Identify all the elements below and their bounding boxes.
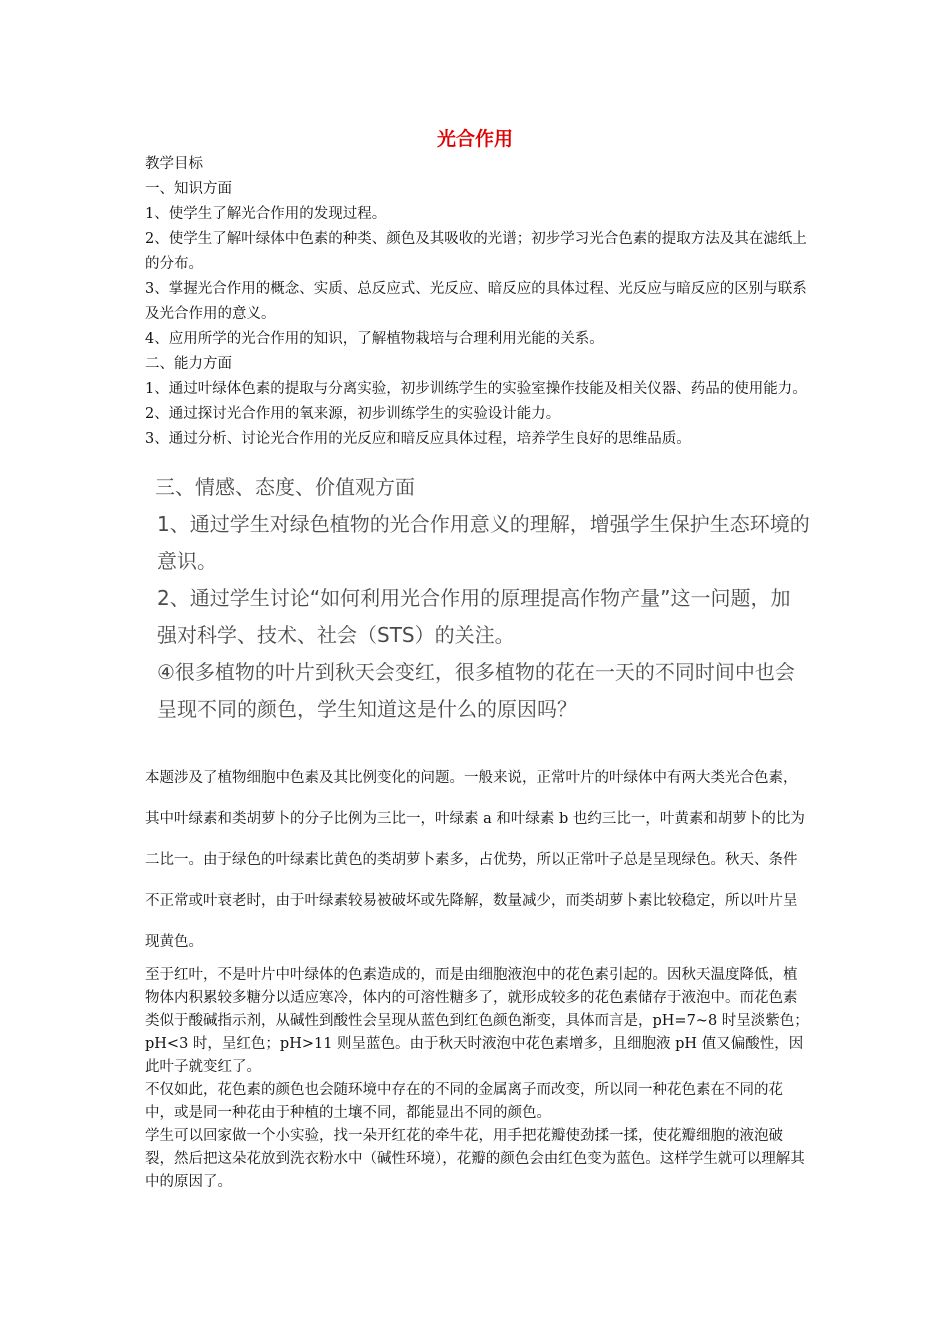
ability-item: 1、通过叶绿体色素的提取与分离实验，初步训练学生的实验室操作技能及相关仪器、药品的使用能力。 [145,381,807,397]
emotion-item: 1、通过学生对绿色植物的光合作用意义的理解，增强学生保护生态环境的意识。 [157,512,810,573]
paragraph: 至于红叶，不是叶片中叶绿体的色素造成的，而是由细胞液泡中的花色素引起的。因秋天温度降低，植物体内积累较多糖分以适应寒冷，体内的可溶性糖多了，就形成较多的花色素储存于液泡中。而花色素类似于酸碱指示剂，从碱性到酸性会呈现从蓝色到红色颜色渐变，具体而言是，pH=7~8 时呈淡紫色；pH<3 时，呈红色；pH>11 则呈蓝色。由于秋天时液泡中花色素增多，且细胞液 pH 值又偏酸性，因此叶子就变红了。 [145,967,809,1075]
emotion-item: ④很多植物的叶片到秋天会变红，很多植物的花在一天的不同时间中也会呈现不同的颜色，学生知道这是什么的原因吗？ [157,660,795,721]
paragraph: 学生可以回家做一个小实验，找一朵开红花的牵牛花，用手把花瓣使劲揉一揉，使花瓣细胞的液泡破裂，然后把这朵花放到洗衣粉水中（碱性环境），花瓣的颜色会由红色变为蓝色。这样学生就可以理解其中的原因了。 [145,1128,805,1190]
explanation-paragraph-1 [145,758,810,963]
goals-heading: 教学目标 [145,156,203,172]
knowledge-item: 3、掌握光合作用的概念、实质、总反应式、光反应、暗反应的具体过程、光反应与暗反应的区别与联系及光合作用的意义。 [145,281,807,322]
emotion-item: 2、通过学生讨论“如何利用光合作用的原理提高作物产量”这一问题，加强对科学、技术、社会（STS）的关注。 [157,586,791,647]
ability-item: 2、通过探讨光合作用的氧来源，初步训练学生的实验设计能力。 [145,406,561,422]
paragraph: 不仅如此，花色素的颜色也会随环境中存在的不同的金属离子而改变，所以同一种花色素在不同的花中，或是同一种花由于种植的土壤不同，都能显出不同的颜色。 [145,1082,783,1121]
ability-item: 3、通过分析、讨论光合作用的光反应和暗反应具体过程，培养学生良好的思维品质。 [145,431,691,447]
ability-heading: 二、能力方面 [145,356,232,372]
explanation-paragraphs [145,964,810,1194]
knowledge-heading: 一、知识方面 [145,181,232,197]
knowledge-item: 2、使学生了解叶绿体中色素的种类、颜色及其吸收的光谱；初步学习光合色素的提取方法及其在滤纸上的分布。 [145,231,807,272]
knowledge-item: 1、使学生了解光合作用的发现过程。 [145,206,387,222]
emotion-goals-image [145,470,810,730]
teaching-goals-section [145,152,810,452]
paragraph: 本题涉及了植物细胞中色素及其比例变化的问题。一般来说，正常叶片的叶绿体中有两大类光合色素，其中叶绿素和类胡萝卜的分子比例为三比一，叶绿素 a 和叶绿素 b 也约三比一，叶黄素和胡萝卜的比为二比一。由于绿色的叶绿素比黄色的类胡萝卜素多，占优势，所以正常叶子总是呈现绿色。秋天、条件不正常或叶衰老时，由于叶绿素较易被破坏或先降解，数量减少，而类胡萝卜素比较稳定，所以叶片呈现黄色。 [145,770,805,950]
emotion-heading: 三、情感、态度、价值观方面 [155,475,415,499]
document-title: 光合作用 [436,128,513,150]
knowledge-item: 4、应用所学的光合作用的知识，了解植物栽培与合理利用光能的关系。 [145,331,604,347]
